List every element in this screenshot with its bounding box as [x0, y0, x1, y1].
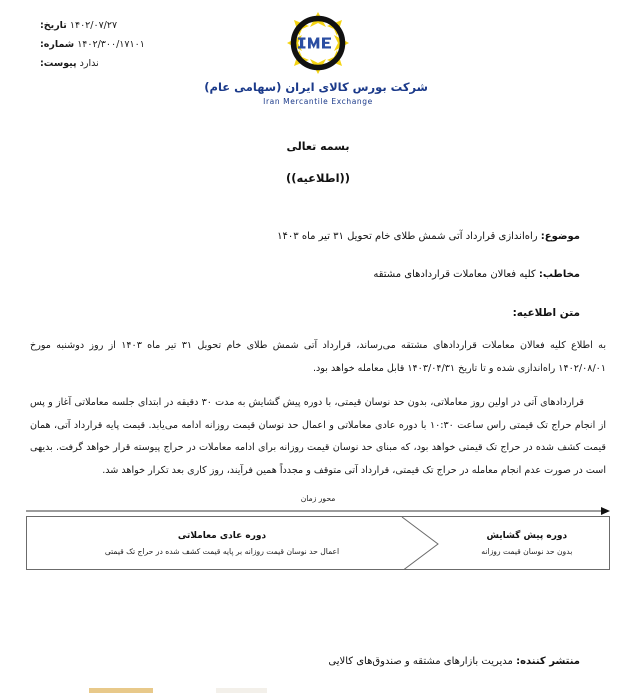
addressee-row [56, 265, 580, 285]
subject-value: راه‌اندازی قرارداد آتی شمش طلای خام تحویل ۳۱ تیر ماه ۱۴۰۳ [277, 231, 538, 242]
meta-row-attachment [40, 54, 145, 73]
organization-name-en: Iran Mercantile Exchange [263, 97, 373, 106]
basmaleh-text: بسمه تعالی [286, 140, 350, 153]
field-zone [0, 227, 636, 285]
header-meta-block [40, 16, 145, 73]
body-paragraph-1: به اطلاع کلیه فعالان معاملات قراردادهای مشتقه می‌رساند، قرارداد آتی شمش طلای خام تحویل ۳۱ تیر ماه ۱۴۰۳ از روز دوشنبه مورخ ۱۴۰۲/۰۸/۰۱ راه‌اندازی شده و تا تاریخ ۱۴۰۳/۰۴/۳۱ قابل معامله خواهد بود. [30, 340, 606, 374]
subject-label: موضوع: [540, 231, 580, 242]
band-normal-session [27, 517, 417, 569]
subject-row [56, 227, 580, 247]
timeline-figure [0, 494, 636, 570]
band-pre-opening-subtitle: بدون حد نوسان قیمت روزانه [481, 546, 573, 556]
meta-date-label: تاریخ: [40, 20, 67, 31]
publisher-row [0, 656, 636, 667]
band-pre-opening-title: دوره پیش گشایش [486, 530, 568, 541]
band-normal-session-title: دوره عادی معاملاتی [177, 530, 267, 541]
time-axis-caption: محور زمان [300, 494, 336, 503]
organization-logo-block [204, 12, 428, 108]
publisher-label: منتشر کننده: [516, 656, 580, 667]
meta-date-value: ۱۴۰۲/۰۷/۲۷ [69, 20, 118, 31]
document-header [0, 0, 636, 130]
bottom-color-bar [0, 688, 636, 693]
document-type-title: ((اطلاعیه)) [285, 171, 351, 185]
meta-number-label: شماره: [40, 39, 75, 50]
publisher-value: مدیریت بازارهای مشتقه و صندوق‌های کالایی [328, 656, 513, 667]
meta-number-value: ۱۴۰۲/۳۰۰/۱۷۱۰۱ [77, 39, 145, 50]
body-zone [0, 307, 636, 482]
body-paragraph-2: قراردادهای آتی در اولین روز معاملاتی، بدون حد نوسان قیمتی، با دوره پیش گشایش به مدت ۳۰ دقیقه در ابتدای جلسه معاملاتی آغاز و پس از انجام حراج تک قیمتی راس ساعت ۱۰:۳۰ با دوره عادی معاملاتی و اعمال حد نوسان قیمت روزانه ادامه می‌یابد. قیمت پایه قرارداد آتی، همان قیمت کشف شده در حراج تک قیمتی خواهد بود، که مبنای حد نوسان قیمت روزانه برای ادامه معاملات در حراج پیوسته قرار خواهد گرفت. بدیهی است در صورت عدم انجام معامله در حراج تک قیمتی، قرارداد آتی متوقف و مجدداً همین فرآیند، روز کاری بعد تکرار خواهد شد. [30, 397, 606, 476]
body-heading: متن اطلاعیه: [512, 307, 580, 319]
ime-logo-icon [285, 12, 351, 74]
meta-row-number [40, 35, 145, 54]
addressee-value: کلیه فعالان معاملات قراردادهای مشتقه [373, 269, 536, 280]
meta-attachment-label: پیوست: [40, 58, 77, 69]
meta-row-date [40, 16, 145, 35]
band-normal-session-subtitle: اعمال حد نوسان قیمت روزانه بر پایه قیمت کشف شده در حراج تک قیمتی [104, 546, 340, 556]
time-axis-arrow [26, 506, 610, 516]
title-zone [0, 140, 636, 185]
organization-name-fa: شرکت بورس کالای ایران (سهامی عام) [204, 80, 428, 94]
addressee-label: مخاطب: [538, 269, 580, 280]
phase-bands [26, 516, 610, 570]
band-pre-opening [429, 517, 609, 569]
meta-attachment-value: ندارد [79, 58, 99, 69]
